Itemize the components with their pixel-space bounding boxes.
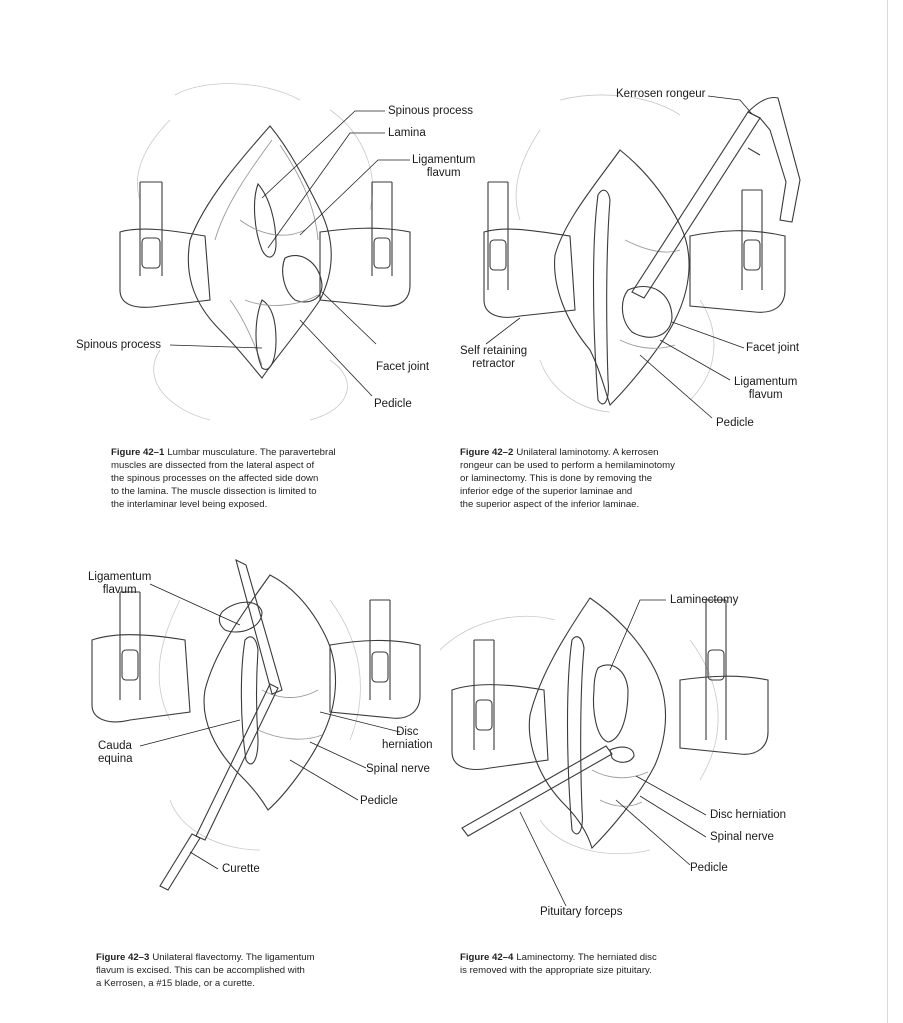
caption-line: muscles are dissected from the lateral aspect of	[111, 460, 315, 471]
caption-line: or laminectomy. This is done by removing the	[460, 473, 653, 484]
caption-line: inferior edge of the superior laminae and	[460, 486, 633, 497]
label-facet-joint: Facet joint	[376, 361, 430, 373]
caption-line: the spinous processes on the affected side down	[111, 473, 319, 484]
label-spinal-nerve: Spinal nerve	[366, 763, 430, 775]
label-cauda-equina-line1: Cauda	[98, 740, 132, 752]
label-ligamentum-flavum-line1: Ligamentum	[88, 571, 152, 583]
label-facet-joint: Facet joint	[746, 342, 800, 354]
caption-line: the superior aspect of the inferior laminae.	[460, 499, 640, 510]
label-pedicle: Pedicle	[374, 398, 412, 410]
label-laminectomy: Laminectomy	[670, 594, 739, 606]
label-pituitary-forceps: Pituitary forceps	[540, 906, 623, 918]
label-ligamentum-flavum-line1: Ligamentum	[412, 154, 476, 166]
caption-line: is removed with the appropriate size pituitary.	[460, 965, 652, 976]
caption-text: Unilateral flavectomy. The ligamentum	[152, 952, 315, 963]
caption-line: rongeur can be used to perform a hemilaminotomy	[460, 460, 675, 471]
label-pedicle: Pedicle	[690, 862, 728, 874]
caption-line	[460, 951, 760, 964]
caption-line: flavum is excised. This can be accomplished with	[96, 965, 305, 976]
label-pedicle: Pedicle	[716, 417, 754, 429]
label-curette: Curette	[222, 863, 260, 875]
caption-line: a Kerrosen, a #15 blade, or a curette.	[96, 978, 255, 989]
caption-figure-number: Figure 42–4	[460, 952, 514, 963]
caption-text: Unilateral laminotomy. A kerrosen	[516, 447, 659, 458]
label-spinous-process-top: Spinous process	[388, 105, 474, 117]
label-spinous-process-left: Spinous process	[76, 339, 162, 351]
label-kerrosen-rongeur: Kerrosen rongeur	[616, 88, 706, 100]
label-self-retaining-retractor-line2: retractor	[472, 358, 515, 370]
label-self-retaining-retractor-line1: Self retaining	[460, 345, 528, 357]
label-cauda-equina-line2: equina	[98, 753, 133, 765]
label-pedicle: Pedicle	[360, 795, 398, 807]
label-spinal-nerve: Spinal nerve	[710, 831, 774, 843]
caption-line: the interlaminar level being exposed.	[111, 499, 268, 510]
label-ligamentum-flavum-line2: flavum	[426, 167, 461, 179]
caption-line: to the lamina. The muscle dissection is limited to	[111, 486, 317, 497]
label-ligamentum-flavum-line2: flavum	[102, 584, 137, 596]
label-lamina: Lamina	[388, 127, 426, 139]
label-disc-herniation: Disc herniation	[710, 809, 787, 821]
label-ligamentum-flavum-line1: Ligamentum	[734, 376, 798, 388]
caption-figure-number: Figure 42–1	[111, 447, 165, 458]
caption-figure-42-4	[460, 951, 760, 977]
label-disc-herniation-line2: herniation	[382, 739, 433, 751]
caption-figure-number: Figure 42–2	[460, 447, 514, 458]
label-disc-herniation-line1: Disc	[396, 726, 419, 738]
caption-text: Lumbar musculature. The paravertebral	[167, 447, 336, 458]
caption-text: Laminectomy. The herniated disc	[516, 952, 657, 963]
caption-figure-number: Figure 42–3	[96, 952, 150, 963]
label-ligamentum-flavum-line2: flavum	[748, 389, 783, 401]
